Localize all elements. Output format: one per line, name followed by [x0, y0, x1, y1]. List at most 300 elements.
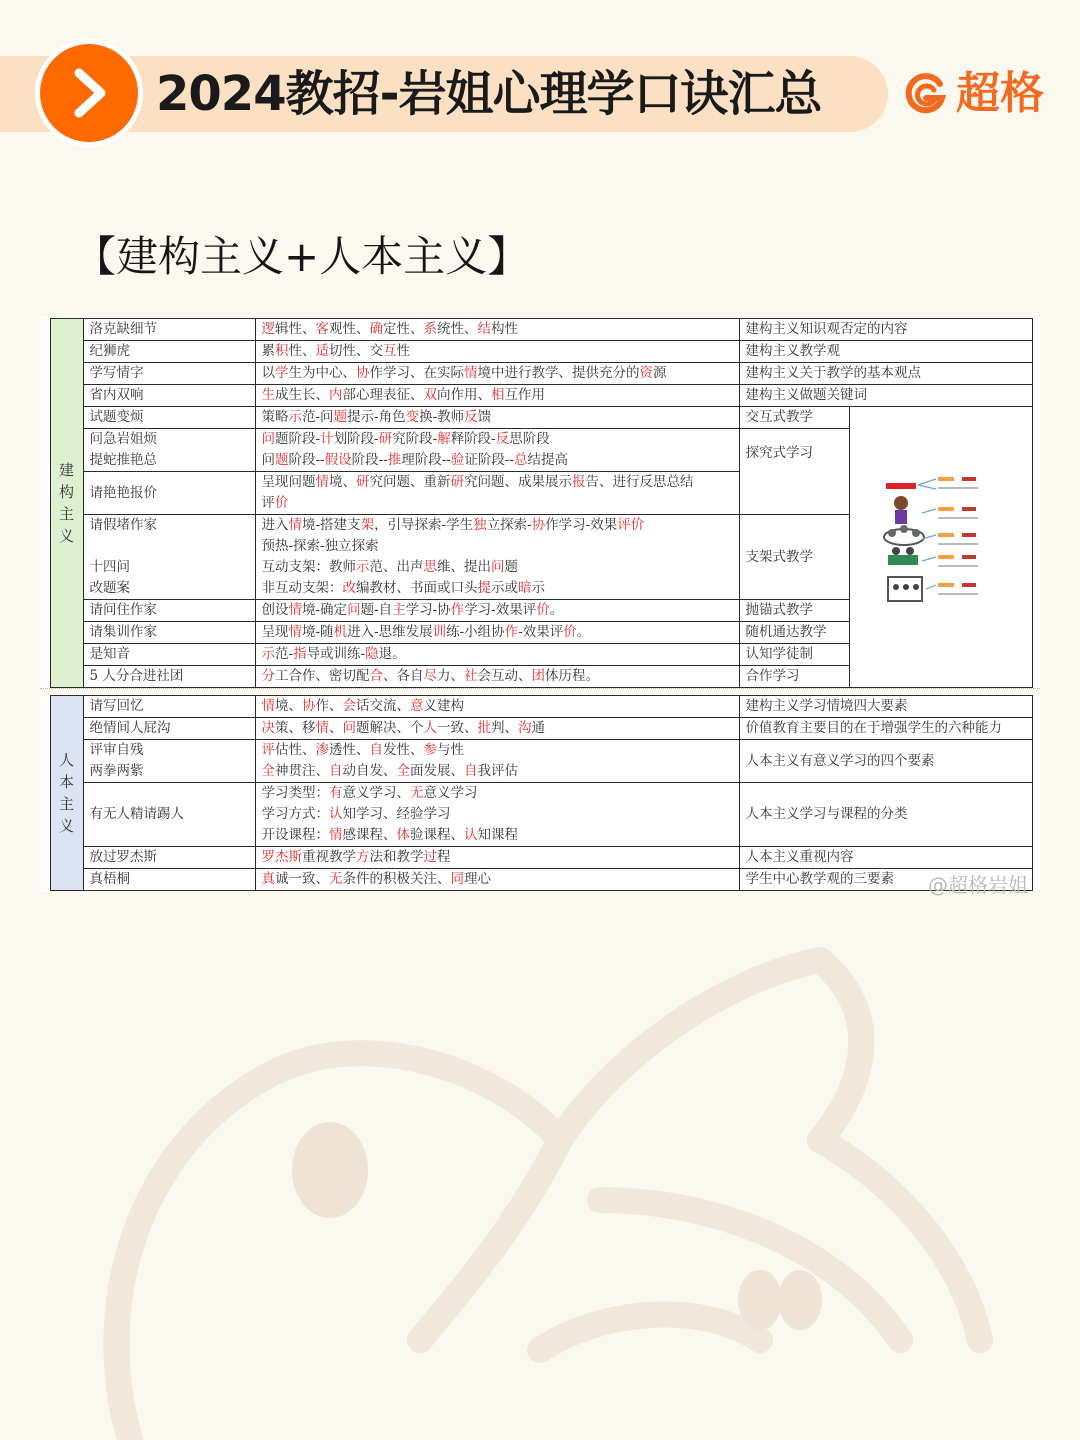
- category-label: [50, 696, 83, 891]
- content-segment: 部心理表征、: [342, 387, 424, 403]
- row-gutter: [40, 644, 50, 666]
- content-segment: 指: [293, 646, 307, 662]
- mnemonic-line: 评审自残: [89, 742, 144, 758]
- content-segment: 情: [261, 698, 275, 714]
- content-segment: 认: [464, 827, 478, 843]
- content-cell: [255, 696, 739, 718]
- content-segment: 境、: [275, 698, 302, 714]
- content-segment: 协: [302, 698, 316, 714]
- content-segment: 学习方式：: [261, 806, 329, 822]
- content-segment: 生: [261, 387, 275, 403]
- row-gutter: [1032, 341, 1040, 363]
- row-gutter: [1032, 319, 1040, 341]
- content-line: [262, 644, 733, 665]
- content-segment: 验: [450, 452, 465, 468]
- content-segment: 变: [405, 409, 420, 425]
- content-segment: 理阶段--: [401, 452, 451, 468]
- content-segment: 互动支架：教师: [261, 559, 356, 575]
- content-line: [262, 429, 733, 450]
- row-gutter: [1032, 407, 1040, 429]
- content-segment: 会: [342, 698, 356, 714]
- mnemonic-line: 请写回忆: [89, 698, 144, 714]
- mnemonic-cell: [83, 429, 255, 472]
- row-gutter: [1032, 600, 1040, 622]
- row-gutter: [40, 600, 50, 622]
- illustration-cell: [849, 407, 1032, 688]
- row-gutter: [40, 666, 50, 688]
- topic-cell: 建构主义学习情境四大要素: [739, 696, 1032, 718]
- content-segment: 自: [369, 742, 383, 758]
- content-line: [262, 515, 733, 536]
- category-text: 人本主义: [58, 751, 74, 835]
- content-segment: 价: [536, 602, 550, 618]
- content-segment: 非互动支架：: [261, 580, 343, 596]
- content-segment: 隐: [365, 646, 379, 662]
- content-segment: 问: [261, 452, 275, 468]
- mnemonic-cell: [83, 622, 255, 644]
- content-segment: 阶段--: [351, 452, 388, 468]
- topic-cell: 合作学习: [739, 666, 849, 688]
- content-segment: 阶段--: [288, 452, 325, 468]
- content-cell: [255, 363, 739, 385]
- content-segment: 题解决、个: [356, 720, 424, 736]
- mnemonic-cell: [83, 385, 255, 407]
- mnemonic-cell: [83, 644, 255, 666]
- row-gutter: [40, 363, 50, 385]
- content-segment: 作学习、在实际: [369, 365, 464, 381]
- content-cell: [255, 847, 739, 869]
- content-segment: 知课程: [477, 827, 518, 843]
- content-segment: 一致、: [437, 720, 478, 736]
- mnemonic-line: 有无人精请踢人: [89, 806, 184, 822]
- mnemonic-line: 问急岩姐烦: [89, 431, 157, 447]
- mascot-watermark: [0, 920, 1080, 1440]
- row-gutter: [40, 783, 50, 847]
- content-segment: 题: [275, 452, 289, 468]
- row-gutter: [1032, 644, 1040, 666]
- mnemonic-cell: [83, 407, 255, 429]
- content-segment: 性: [396, 343, 410, 359]
- content-segment: 情: [329, 827, 343, 843]
- topic-cell: 建构主义做题关键词: [739, 385, 1032, 407]
- content-cell: [255, 385, 739, 407]
- content-segment: 编教材、书面或口头: [356, 580, 478, 596]
- content-segment: 适: [315, 343, 329, 359]
- content-segment: 主: [392, 602, 406, 618]
- content-segment: 评: [261, 742, 275, 758]
- content-segment: 同: [450, 871, 464, 887]
- mnemonic-line: 请假堵作家: [89, 517, 157, 533]
- watermark-text: @超格岩姐: [928, 873, 1028, 897]
- content-segment: 评: [261, 495, 275, 511]
- content-segment: 验课程、: [410, 827, 464, 843]
- table-row: [40, 847, 1040, 869]
- mnemonic-cell: [83, 783, 255, 847]
- topic-cell: 支架式教学: [739, 515, 849, 600]
- teaching-illustration: [866, 469, 1016, 619]
- content-segment: 全: [261, 763, 275, 779]
- content-segment: 境-确定: [302, 602, 348, 618]
- content-segment: 罗杰斯: [261, 849, 302, 865]
- content-segment: 价: [563, 624, 577, 640]
- content-line: [262, 783, 733, 804]
- content-segment: 预热-探索-独立探索: [261, 538, 379, 554]
- content-segment: 与性: [437, 742, 464, 758]
- mnemonic-cell: [83, 600, 255, 622]
- content-segment: 以: [261, 365, 275, 381]
- row-gutter: [1032, 385, 1040, 407]
- table-row: [40, 341, 1040, 363]
- content-segment: 自: [464, 763, 478, 779]
- content-segment: 练-小组协: [446, 624, 505, 640]
- table-divider: [40, 688, 1040, 695]
- content-segment: 题: [333, 409, 348, 425]
- content-segment: 释阶段-: [450, 431, 496, 447]
- table-row: [40, 385, 1040, 407]
- content-segment: 透性、: [329, 742, 370, 758]
- content-segment: 法和教学: [369, 849, 424, 865]
- content-segment: 意义学习: [423, 785, 478, 801]
- content-segment: 策、移: [275, 720, 316, 736]
- content-cell: [255, 740, 739, 783]
- content-segment: 学: [275, 365, 289, 381]
- content-segment: 呈现: [261, 624, 289, 640]
- topic-cell: 随机通达教学: [739, 622, 849, 644]
- row-gutter: [40, 718, 50, 740]
- content-segment: 团: [531, 668, 545, 684]
- content-segment: 机: [333, 624, 348, 640]
- content-segment: 体: [396, 827, 410, 843]
- mnemonic-cell: [83, 869, 255, 891]
- row-gutter: [1032, 740, 1040, 783]
- content-segment: 范-问: [302, 409, 334, 425]
- content-line: [262, 696, 733, 717]
- mnemonic-line: 放过罗杰斯: [89, 849, 157, 865]
- content-segment: 解: [437, 431, 451, 447]
- content-segment: 问: [347, 602, 361, 618]
- content-segment: 意: [410, 698, 424, 714]
- content-segment: 划阶段-: [333, 431, 379, 447]
- content-segment: 会互动、: [477, 668, 532, 684]
- content-segment: 通: [531, 720, 545, 736]
- content-segment: 发性、: [383, 742, 424, 758]
- content-cell: [255, 869, 739, 891]
- content-segment: 无: [410, 785, 424, 801]
- content-segment: 学习-效果评: [464, 602, 537, 618]
- content-segment: 馈: [477, 409, 492, 425]
- content-line: [262, 761, 733, 782]
- content-cell: [255, 472, 739, 515]
- mnemonic-cell: [83, 718, 255, 740]
- topic-cell: 建构主义知识观否定的内容: [739, 319, 1032, 341]
- content-segment: 作: [450, 602, 465, 618]
- content-segment: 暗: [518, 580, 532, 596]
- row-gutter: [1032, 515, 1040, 600]
- content-segment: 导或训练-: [306, 646, 366, 662]
- row-gutter: [1032, 622, 1040, 644]
- content-segment: 渗: [315, 742, 329, 758]
- content-segment: 作学习-效果: [545, 517, 618, 533]
- content-segment: 意义学习、: [342, 785, 410, 801]
- content-line: [262, 319, 733, 340]
- table-row: [40, 740, 1040, 783]
- content-line: [262, 385, 733, 406]
- content-line: [262, 825, 733, 846]
- content-segment: 批: [477, 720, 491, 736]
- row-gutter: [40, 515, 50, 600]
- content-segment: 有: [329, 785, 343, 801]
- topic-cell: 交互式教学: [739, 407, 849, 429]
- content-segment: 反: [495, 431, 510, 447]
- content-segment: 计: [320, 431, 334, 447]
- content-segment: 提: [477, 580, 491, 596]
- content-segment: 示: [531, 580, 545, 596]
- mnemonic-cell: [83, 363, 255, 385]
- content-segment: 协: [531, 517, 546, 533]
- content-segment: 训: [432, 624, 447, 640]
- content-segment: 互: [383, 343, 397, 359]
- content-segment: 究问题、重新: [369, 474, 451, 490]
- content-line: [262, 341, 733, 362]
- row-gutter: [40, 429, 50, 472]
- row-gutter: [1032, 718, 1040, 740]
- content-line: [262, 600, 733, 621]
- content-segment: 力、: [437, 668, 464, 684]
- table-row: [40, 718, 1040, 740]
- content-segment: 体历程。: [545, 668, 599, 684]
- content-line: [262, 622, 733, 643]
- content-segment: 条件的积极关注、: [342, 871, 451, 887]
- content-segment: 研: [450, 474, 464, 490]
- topic-cell: 人本主义学习与课程的分类: [739, 783, 1032, 847]
- content-segment: 全: [396, 763, 410, 779]
- content-segment: -效果评: [518, 624, 564, 640]
- content-segment: 示: [261, 646, 275, 662]
- content-segment: 进入: [261, 517, 289, 533]
- topic-cell: 认知学徒制: [739, 644, 849, 666]
- content-line: [262, 804, 733, 825]
- content-segment: 思: [423, 559, 437, 575]
- content-segment: 自: [329, 763, 343, 779]
- mnemonic-line: 试题变烦: [89, 409, 144, 425]
- content-segment: 合: [369, 668, 383, 684]
- content-segment: 总: [514, 452, 528, 468]
- content-segment: 参: [423, 742, 437, 758]
- content-cell: [255, 407, 739, 429]
- content-segment: 问: [261, 431, 275, 447]
- content-segment: 我评估: [477, 763, 518, 779]
- content-segment: 证阶段--: [464, 452, 514, 468]
- content-segment: 作: [504, 624, 519, 640]
- content-segment: 切性、: [329, 343, 370, 359]
- topic-cell: 建构主义关于教学的基本观点: [739, 363, 1032, 385]
- content-segment: 题阶段-: [275, 431, 321, 447]
- content-segment: 确: [369, 321, 383, 337]
- content-segment: 情: [288, 517, 302, 533]
- content-segment: 认: [329, 806, 343, 822]
- content-segment: 改: [342, 580, 356, 596]
- content-segment: 创设: [261, 602, 289, 618]
- content-segment: 定性、: [383, 321, 424, 337]
- constructivism-table: [40, 318, 1040, 688]
- content-cell: [255, 622, 739, 644]
- content-segment: 换-教师: [419, 409, 465, 425]
- row-gutter: [1032, 472, 1040, 515]
- table-row: [40, 319, 1040, 341]
- mnemonic-line: 请问住作家: [89, 602, 157, 618]
- mnemonic-line: 改题案: [89, 580, 130, 596]
- content-segment: 研: [378, 431, 393, 447]
- content-segment: 感课程、: [342, 827, 397, 843]
- content-segment: 推: [387, 452, 402, 468]
- row-gutter: [1032, 783, 1040, 847]
- content-segment: 累: [261, 343, 275, 359]
- topic-cell: 探究式学习: [739, 429, 849, 515]
- content-segment: 无: [329, 871, 343, 887]
- content-segment: 境、: [329, 474, 356, 490]
- content-segment: 沟: [518, 720, 532, 736]
- humanism-table: [40, 695, 1040, 891]
- content-cell: [255, 718, 739, 740]
- content-segment: 成生长、: [275, 387, 329, 403]
- brand-name: 超格: [956, 68, 1044, 119]
- row-gutter: [40, 869, 50, 891]
- category-text: 建构主义: [58, 461, 74, 545]
- content-line: [262, 450, 733, 471]
- content-segment: 进入-思维发展: [347, 624, 433, 640]
- table-row: [40, 783, 1040, 847]
- content-segment: 反: [464, 409, 478, 425]
- content-segment: 问: [491, 559, 505, 575]
- row-gutter: [40, 472, 50, 515]
- content-segment: 分: [261, 668, 275, 684]
- content-line: [262, 493, 733, 514]
- content-segment: 逻: [261, 321, 275, 337]
- table-row: [40, 407, 1040, 429]
- row-gutter: [40, 341, 50, 363]
- content-segment: 。: [549, 602, 564, 618]
- content-segment: 境中进行教学、提供充分的: [477, 365, 640, 381]
- row-gutter: [1032, 696, 1040, 718]
- content-segment: 资: [639, 365, 653, 381]
- content-segment: 提示-角色: [347, 409, 406, 425]
- content-segment: 范、出声: [369, 559, 424, 575]
- mnemonic-line: 学写情字: [89, 365, 144, 381]
- content-segment: 学习-协: [405, 602, 451, 618]
- page-title: 2024教招-岩姐心理学口诀汇总: [156, 66, 822, 122]
- content-segment: 、各自: [383, 668, 424, 684]
- content-segment: 理心: [464, 871, 491, 887]
- content-segment: 学习类型：: [261, 785, 329, 801]
- content-segment: 维、提出: [437, 559, 491, 575]
- content-segment: 。: [576, 624, 591, 640]
- content-segment: 相: [491, 387, 505, 403]
- topic-cell: 建构主义教学观: [739, 341, 1032, 363]
- content-segment: 辑性、: [275, 321, 316, 337]
- content-segment: 话交流、: [356, 698, 410, 714]
- row-gutter: [40, 622, 50, 644]
- mnemonic-line: 洛克缺细节: [89, 321, 157, 337]
- content-segment: 告、进行反思总结: [585, 474, 694, 490]
- content-segment: 工合作、密切配: [275, 668, 370, 684]
- content-line: [262, 578, 733, 599]
- content-segment: 判、: [491, 720, 518, 736]
- row-gutter: [40, 696, 50, 718]
- content-segment: 知学习、经验学习: [342, 806, 451, 822]
- content-segment: 向作用、: [437, 387, 491, 403]
- content-segment: 究问题、成果展示: [464, 474, 572, 490]
- content-segment: 究阶段-: [392, 431, 438, 447]
- content-segment: 内: [329, 387, 343, 403]
- content-segment: 情: [288, 624, 302, 640]
- row-gutter: [40, 385, 50, 407]
- content-segment: 、: [329, 720, 343, 736]
- content-segment: 问: [342, 720, 356, 736]
- content-segment: 独: [473, 517, 487, 533]
- table-row: [40, 869, 1040, 891]
- content-segment: 题-自: [360, 602, 393, 618]
- content-segment: 呈现问题: [261, 474, 316, 490]
- brand-logo: [904, 64, 1044, 124]
- content-segment: 方: [356, 849, 370, 865]
- content-segment: 报: [572, 474, 586, 490]
- mnemonic-cell: [83, 319, 255, 341]
- content-segment: 过: [423, 849, 437, 865]
- mnemonic-cell: [83, 341, 255, 363]
- content-segment: 交: [369, 343, 383, 359]
- content-segment: ，引导探索-学生: [374, 517, 474, 533]
- content-cell: [255, 783, 739, 847]
- content-line: [262, 407, 733, 428]
- content-segment: 境-随: [302, 624, 334, 640]
- content-segment: 价: [275, 495, 289, 511]
- content-line: [262, 718, 733, 739]
- content-cell: [255, 644, 739, 666]
- content-segment: 程: [437, 849, 451, 865]
- mnemonic-cell: [83, 847, 255, 869]
- row-gutter: [1032, 847, 1040, 869]
- mnemonic-line: 是知音: [89, 646, 130, 662]
- row-gutter: [1032, 429, 1040, 472]
- content-segment: 生为中心、: [288, 365, 356, 381]
- row-gutter: [40, 740, 50, 783]
- content-line: [262, 666, 733, 687]
- content-segment: 题: [504, 559, 518, 575]
- content-cell: [255, 600, 739, 622]
- content-segment: 开设课程：: [261, 827, 329, 843]
- chevron-right-icon: [40, 44, 138, 142]
- content-segment: 客: [315, 321, 329, 337]
- row-gutter: [40, 319, 50, 341]
- mnemonic-line: 请艳艳报价: [89, 484, 157, 501]
- row-gutter: [1032, 363, 1040, 385]
- row-gutter: [40, 847, 50, 869]
- content-segment: 策略: [261, 409, 289, 425]
- section-heading: 【建构主义+人本主义】: [74, 232, 530, 281]
- mnemonic-cell: [83, 472, 255, 515]
- table-row: [40, 696, 1040, 718]
- content-cell: [255, 429, 739, 472]
- content-segment: 示: [356, 559, 370, 575]
- content-segment: 真: [261, 871, 275, 887]
- topic-cell: 抛锚式教学: [739, 600, 849, 622]
- topic-cell: 人本主义有意义学习的四个要素: [739, 740, 1032, 783]
- mnemonic-cell: [83, 666, 255, 688]
- content-segment: 退。: [378, 646, 406, 662]
- content-segment: 决: [261, 720, 275, 736]
- content-line: [262, 557, 733, 578]
- mnemonic-line: 十四问: [89, 559, 130, 575]
